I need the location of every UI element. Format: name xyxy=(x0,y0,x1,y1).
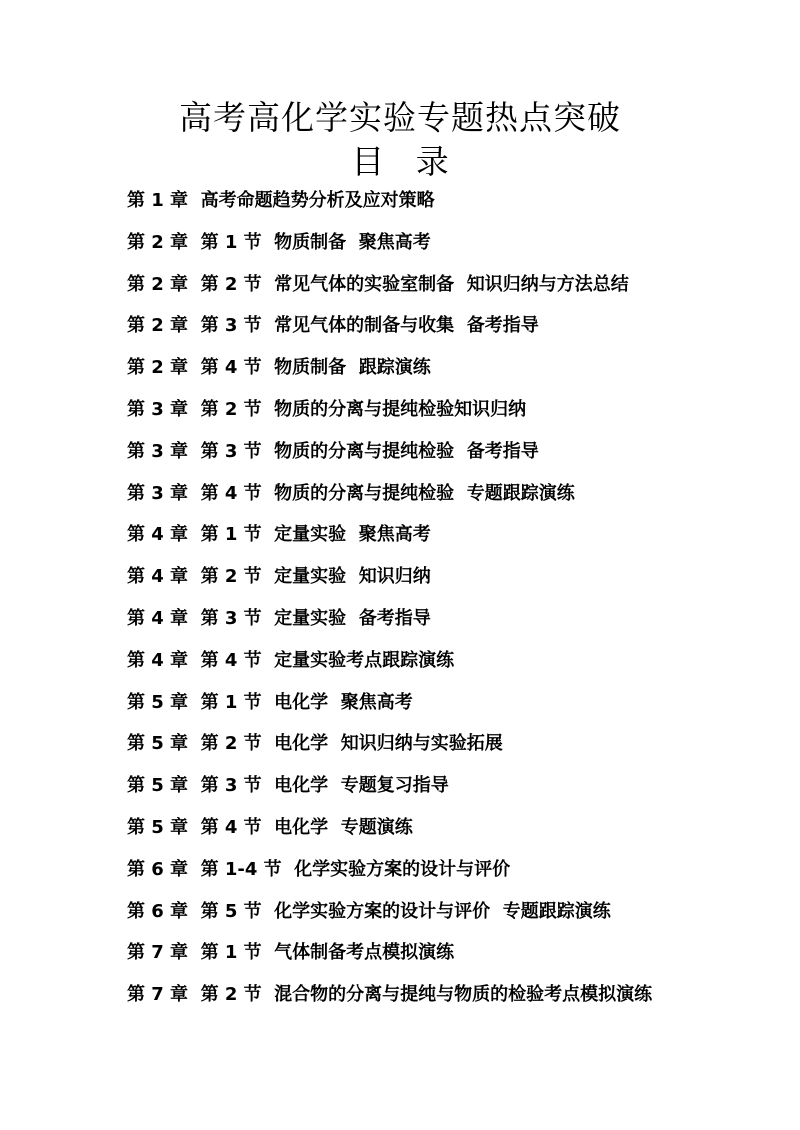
toc-entry: 第 3 章 第 2 节 物质的分离与提纯检验知识归纳 xyxy=(127,398,527,420)
table-of-contents-heading: 目 录 xyxy=(351,142,449,181)
toc-entry: 第 4 章 第 4 节 定量实验考点跟踪演练 xyxy=(127,649,455,671)
toc-entry: 第 5 章 第 3 节 电化学 专题复习指导 xyxy=(127,775,449,797)
toc-entry: 第 2 章 第 3 节 常见气体的制备与收集 备考指导 xyxy=(127,315,539,337)
toc-entry: 第 5 章 第 2 节 电化学 知识归纳与实验拓展 xyxy=(127,733,503,755)
document-title: 高考高化学实验专题热点突破 xyxy=(179,98,621,137)
toc-entry: 第 4 章 第 1 节 定量实验 聚焦高考 xyxy=(127,524,431,546)
toc-entry: 第 4 章 第 3 节 定量实验 备考指导 xyxy=(127,607,431,629)
toc-entry: 第 2 章 第 2 节 常见气体的实验室制备 知识归纳与方法总结 xyxy=(127,273,629,295)
toc-entry: 第 5 章 第 1 节 电化学 聚焦高考 xyxy=(127,691,413,713)
toc-entry: 第 6 章 第 1-4 节 化学实验方案的设计与评价 xyxy=(127,858,511,880)
table-of-contents xyxy=(127,186,787,1022)
toc-entry: 第 2 章 第 4 节 物质制备 跟踪演练 xyxy=(127,357,431,379)
toc-entry: 第 3 章 第 3 节 物质的分离与提纯检验 备考指导 xyxy=(127,440,539,462)
toc-entry: 第 2 章 第 1 节 物质制备 聚焦高考 xyxy=(127,231,431,253)
toc-entry: 第 4 章 第 2 节 定量实验 知识归纳 xyxy=(127,566,431,588)
toc-entry: 第 5 章 第 4 节 电化学 专题演练 xyxy=(127,816,413,838)
toc-entry: 第 7 章 第 1 节 气体制备考点模拟演练 xyxy=(127,942,455,964)
toc-entry: 第 6 章 第 5 节 化学实验方案的设计与评价 专题跟踪演练 xyxy=(127,900,611,922)
toc-entry: 第 1 章 高考命题趋势分析及应对策略 xyxy=(127,190,435,211)
toc-entry: 第 3 章 第 4 节 物质的分离与提纯检验 专题跟踪演练 xyxy=(127,482,575,504)
toc-entry: 第 7 章 第 2 节 混合物的分离与提纯与物质的检验考点模拟演练 xyxy=(127,984,653,1006)
